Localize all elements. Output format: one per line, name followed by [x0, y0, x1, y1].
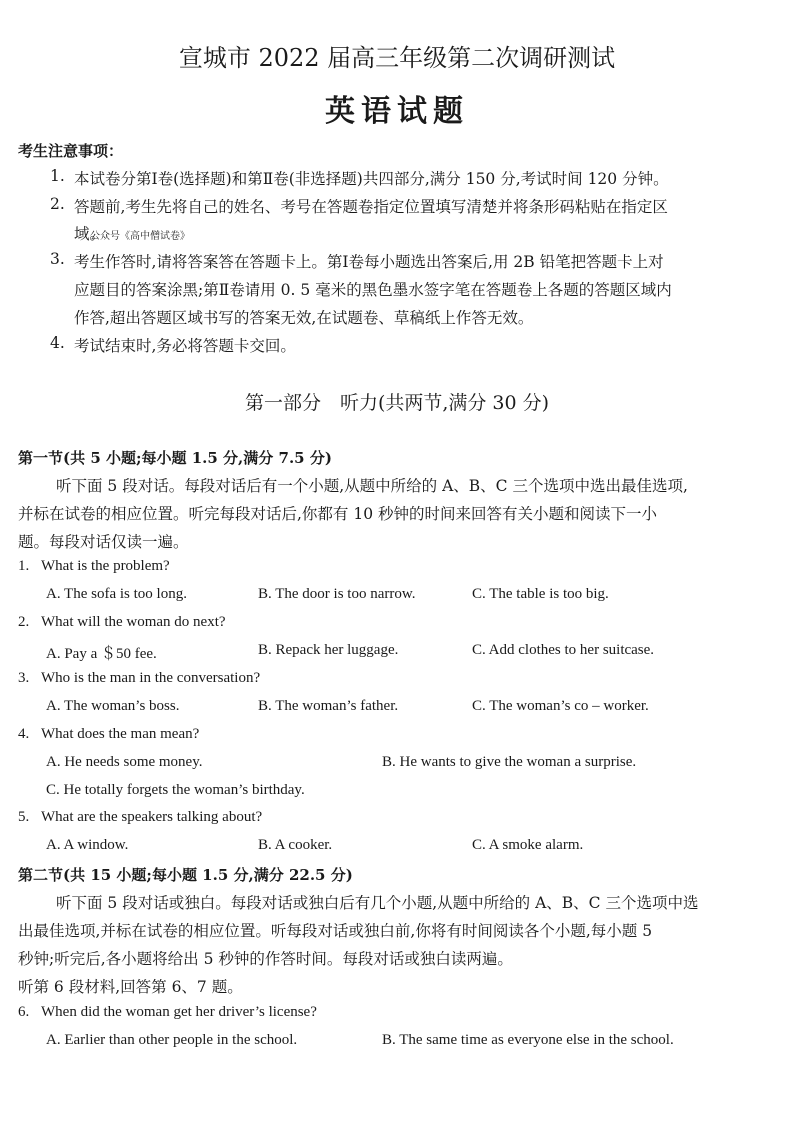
- section-heading: 第二节(共 15 小题;每小题 1.5 分,满分 22.5 分): [18, 866, 353, 884]
- option-a: A. The sofa is too long.: [46, 586, 187, 602]
- question-number: 1.: [18, 558, 30, 574]
- watermark-text: 公众号《高中僧试卷》: [90, 231, 190, 242]
- option-c: C. A smoke alarm.: [472, 837, 584, 853]
- option-b: B. The woman’s father.: [258, 698, 399, 714]
- question-text: Who is the man in the conversation?: [41, 670, 261, 686]
- question-number: 3.: [18, 670, 30, 686]
- option-a: A. He needs some money.: [46, 754, 203, 770]
- notice-item-text: 应题目的答案涂黑;第Ⅱ卷请用 0. 5 毫米的黑色墨水签字笔在答题卷上各题的答题区域内: [74, 281, 672, 299]
- notice-item-text: 考生作答时,请将答案答在答题卡上。第Ⅰ卷每小题选出答案后,用 2B 铅笔把答题卡上对: [74, 253, 664, 271]
- question-number: 5.: [18, 809, 30, 825]
- question-number: 2.: [18, 614, 30, 630]
- option-a: A. The woman’s boss.: [46, 698, 180, 714]
- option-b: B. The door is too narrow.: [258, 586, 416, 602]
- question-text: What are the speakers talking about?: [41, 809, 263, 825]
- notice-item-text: 作答,超出答题区域书写的答案无效,在试题卷、草稿纸上作答无效。: [74, 309, 534, 327]
- material-instruction: 听第 6 段材料,回答第 6、7 题。: [18, 978, 243, 996]
- question-text: What is the problem?: [41, 558, 170, 574]
- instruction-line: 秒钟;听完后,各小题将给出 5 秒钟的作答时间。每段对话或独白读两遍。: [18, 950, 513, 968]
- instruction-line: 听下面 5 段对话或独白。每段对话或独白后有几个小题,从题中所给的 A、B、C 三个选项中选: [56, 894, 699, 912]
- option-b: B. A cooker.: [258, 837, 333, 853]
- exam-title: 宣城市 2022 届高三年级第二次调研测试: [178, 44, 616, 72]
- option-c: C. The table is too big.: [472, 586, 609, 602]
- notice-item-text: 考试结束时,务必将答题卡交回。: [74, 337, 296, 355]
- instruction-line: 听下面 5 段对话。每段对话后有一个小题,从题中所给的 A、B、C 三个选项中选出最佳选项,: [56, 477, 688, 495]
- question-number: 4.: [18, 726, 30, 742]
- option-c: C. He totally forgets the woman’s birthday.: [46, 782, 305, 798]
- notice-item-text: 答题前,考生先将自己的姓名、考号在答题卷指定位置填写清楚并将条形码粘贴在指定区: [74, 198, 668, 216]
- option-b: B. The same time as everyone else in the school.: [382, 1032, 674, 1048]
- notice-item-text: 域。: [74, 225, 106, 243]
- option-c: C. The woman’s co – worker.: [472, 698, 649, 714]
- question-text: When did the woman get her driver’s license?: [41, 1004, 317, 1020]
- option-a: A. Pay a ＄50 fee.: [46, 646, 157, 662]
- option-b: B. He wants to give the woman a surprise.: [382, 754, 637, 770]
- notice-heading: 考生注意事项：: [18, 142, 124, 160]
- option-a: A. Earlier than other people in the school.: [46, 1032, 298, 1048]
- instruction-line: 并标在试卷的相应位置。听完每段对话后,你都有 10 秒钟的时间来回答有关小题和阅读下一小: [18, 505, 658, 523]
- question-text: What does the man mean?: [41, 726, 200, 742]
- question-number: 6.: [18, 1004, 30, 1020]
- part-heading: 第一部分 听力(共两节,满分 30 分): [244, 392, 550, 414]
- notice-item-num: 1.: [50, 167, 65, 185]
- notice-item-num: 2.: [50, 195, 65, 213]
- instruction-line: 题。每段对话仅读一遍。: [18, 533, 189, 551]
- notice-item-num: 3.: [50, 250, 65, 268]
- instruction-line: 出最佳选项,并标在试卷的相应位置。听每段对话或独白前,你将有时间阅读各个小题,每小题 5: [18, 922, 653, 940]
- notice-item-text: 本试卷分第Ⅰ卷(选择题)和第Ⅱ卷(非选择题)共四部分,满分 150 分,考试时间 120 分钟。: [74, 170, 669, 188]
- option-a: A. A window.: [46, 837, 129, 853]
- subject-title: 英语试题: [325, 94, 469, 129]
- option-c: C. Add clothes to her suitcase.: [472, 642, 655, 658]
- question-text: What will the woman do next?: [41, 614, 226, 630]
- section-heading: 第一节(共 5 小题;每小题 1.5 分,满分 7.5 分): [18, 449, 332, 467]
- option-b: B. Repack her luggage.: [258, 642, 399, 658]
- notice-item-num: 4.: [50, 334, 65, 352]
